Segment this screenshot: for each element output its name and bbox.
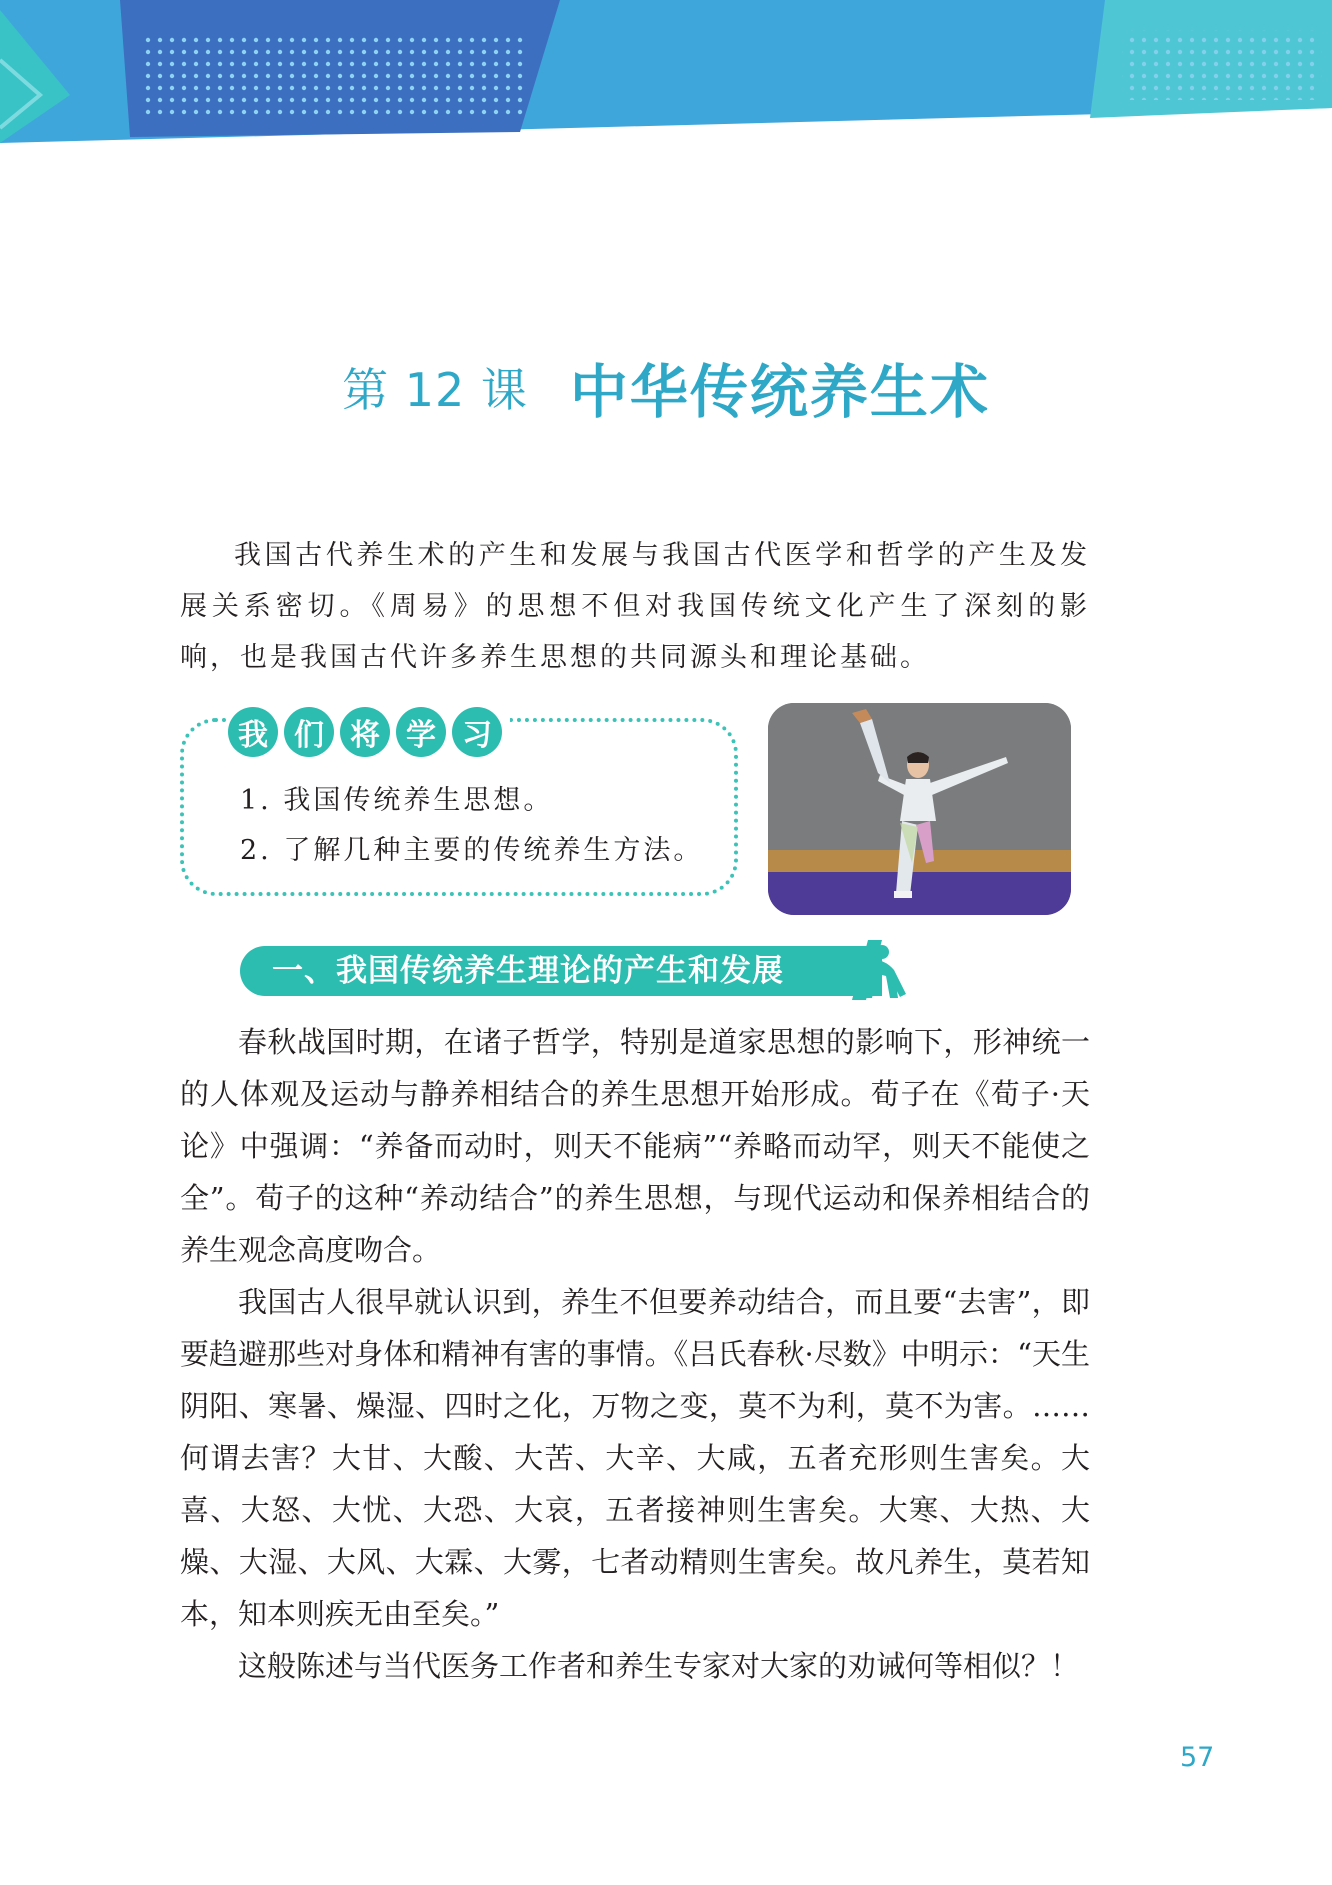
section-heading-text: 一、我国传统养生理论的产生和发展: [272, 953, 784, 989]
learning-badges: [228, 707, 510, 759]
lesson-number: 第 12 课: [342, 363, 528, 417]
tai-chi-illustration: [768, 703, 1071, 915]
tai-chi-photo: [768, 703, 1071, 915]
badge-char: 习: [452, 707, 502, 757]
body-paragraph: 这般陈述与当代医务工作者和养生专家对大家的劝诫何等相似？！: [238, 1649, 1080, 1683]
section1-body: [180, 1016, 1090, 1692]
body-paragraph: 春秋战国时期，在诸子哲学，特别是道家思想的影响下，形神统一的人体观及运动与静养相结合的养生思想开始形成。荀子在《荀子·天论》中强调：“养备而动时，则天不能病”“养略而动罕，则天不能使之全”。荀子的这种“养动结合”的养生思想，与现代运动和保养相结合的养生观念高度吻合。: [180, 1025, 1090, 1267]
learning-list: [240, 776, 703, 876]
badge-char: 们: [284, 707, 334, 757]
badge-char: 学: [396, 707, 446, 757]
learning-item: 2. 了解几种主要的传统养生方法。: [240, 835, 704, 866]
badge-char: 将: [340, 707, 390, 757]
page-number: 57: [1180, 1742, 1215, 1773]
badge-char: 我: [228, 707, 278, 757]
runner-start-icon: [838, 940, 914, 1000]
header-decoration: [0, 0, 1332, 150]
learning-item: 1. 我国传统养生思想。: [240, 785, 554, 816]
section-heading: [240, 946, 882, 996]
header-band: [0, 0, 1332, 150]
lesson-name: 中华传统养生术: [569, 358, 990, 426]
body-paragraph: 我国古人很早就认识到，养生不但要养动结合，而且要“去害”，即要趋避那些对身体和精神有害的事情。《吕氏春秋·尽数》中明示：“天生阴阳、寒暑、燥湿、四时之化，万物之变，莫不为利，莫不为害。……何谓去害？大甘、大酸、大苦、大辛、大咸，五者充形则生害矣。大喜、大怒、大忧、大恐、大哀，五者接神则生害矣。大寒、大热、大燥、大湿、大风、大霖、大雾，七者动精则生害矣。故凡养生，莫若知本，知本则疾无由至矣。”: [180, 1285, 1090, 1631]
lesson-title: [0, 345, 1332, 429]
intro-paragraph: 我国古代养生术的产生和发展与我国古代医学和哲学的产生及发展关系密切。《周易》的思想不但对我国传统文化产生了深刻的影响，也是我国古代许多养生思想的共同源头和理论基础。: [180, 540, 1090, 673]
